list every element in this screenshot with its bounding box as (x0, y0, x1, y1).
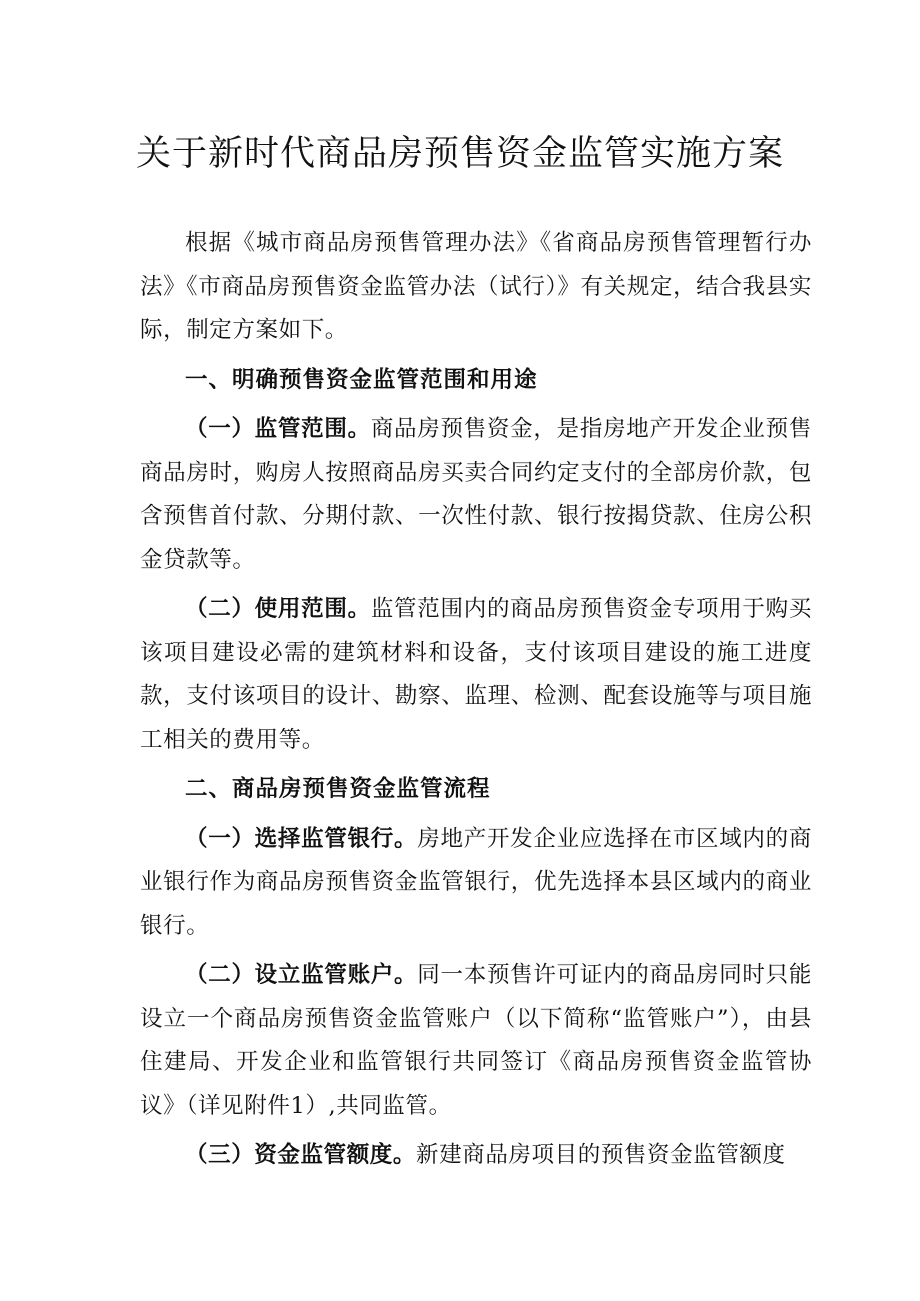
item-lead: （一）监管范围。 (185, 416, 371, 442)
paragraph-set-account (140, 954, 812, 1128)
intro-paragraph: 根据《城市商品房预售管理办法》《省商品房预售管理暂行办法》《市商品房预售资金监管办法（试行）》有关规定，结合我县实际，制定方案如下。 (140, 230, 812, 343)
section-heading-2: 二、商品房预售资金监管流程 (185, 776, 491, 802)
item-lead: （二）设立监管账户。 (185, 962, 418, 988)
item-text: 房地产开发企业应选择在市区域内的商业银行作为商品房预售资金监管银行，优先选择本县区域内的商业银行。 (140, 825, 812, 939)
item-text: 监管范围内的商品房预售资金专项用于购买该项目建设必需的建筑材料和设备，支付该项目建设的施工进度款，支付该项目的设计、勘察、监理、检测、配套设施等与项目施工相关的费用等。 (140, 596, 812, 753)
item-lead: （三）资金监管额度。 (185, 1142, 417, 1168)
document-title: 关于新时代商品房预售资金监管实施方案 (135, 134, 784, 174)
paragraph-supervision-scope (140, 408, 812, 582)
item-lead: （二）使用范围。 (185, 596, 371, 622)
item-text: 商品房预售资金，是指房地产开发企业预售商品房时，购房人按照商品房买卖合同约定支付的全部房价款，包含预售首付款、分期付款、一次性付款、银行按揭贷款、住房公积金贷款等。 (140, 416, 812, 573)
paragraph-fund-limit (140, 1134, 812, 1178)
section-heading-1: 一、明确预售资金监管范围和用途 (185, 366, 538, 393)
paragraph-usage-scope (140, 588, 812, 762)
paragraph-select-bank (140, 818, 812, 949)
item-text: 新建商品房项目的预售资金监管额度 (416, 1142, 786, 1168)
document-body (140, 222, 812, 1178)
item-lead: （一）选择监管银行。 (185, 825, 418, 852)
item-text: 同一本预售许可证内的商品房同时只能设立一个商品房预售资金监管账户（以下简称“监管账户”），由县住建局、开发企业和监管银行共同签订《商品房预售资金监管协议》（详见附件1）,共同监管。 (140, 962, 812, 1119)
